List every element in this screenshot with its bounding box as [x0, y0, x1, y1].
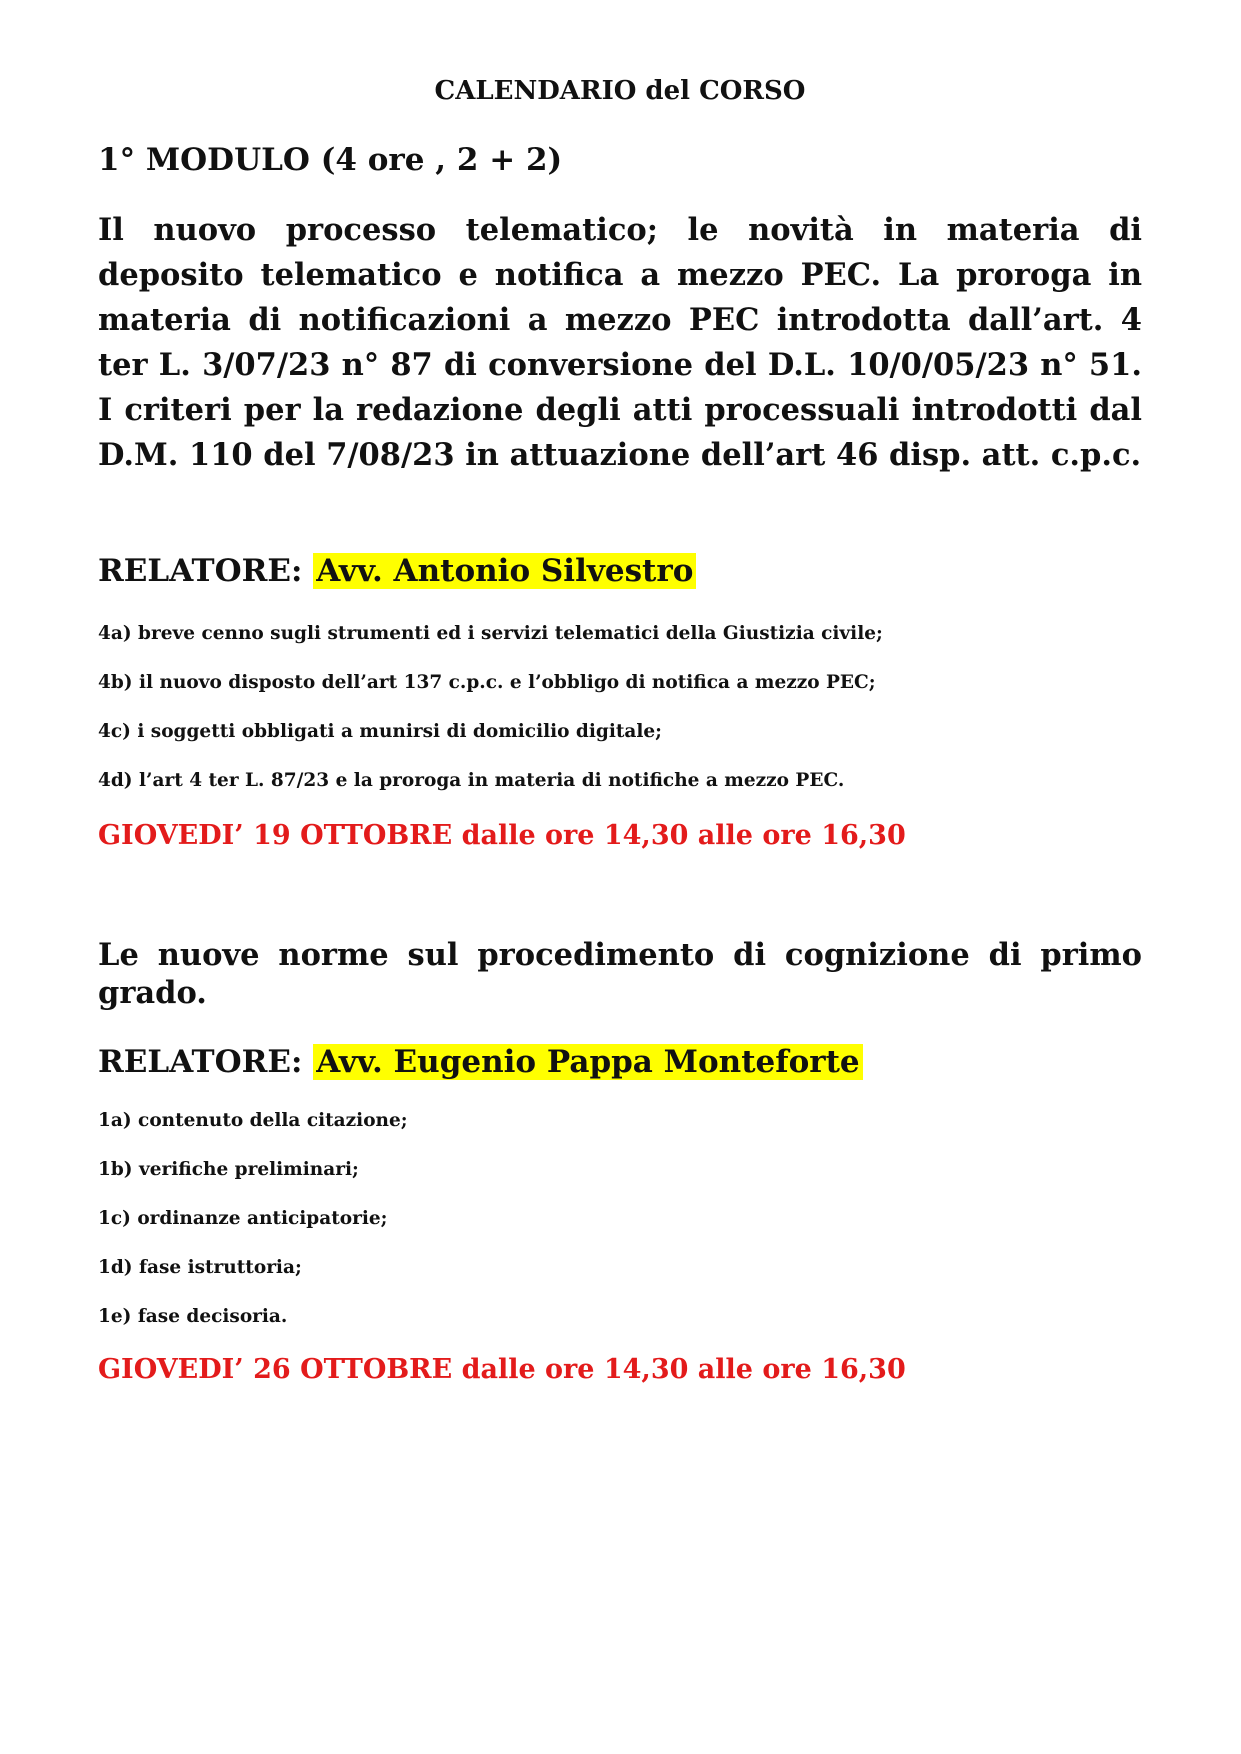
- section-2-item-list: [98, 1108, 408, 1353]
- relatore-name-highlight: Avv. Antonio Silvestro: [313, 553, 696, 589]
- section-1-topic: Il nuovo processo telematico; le novità in materia di deposito telematico e notifica a mezzo PEC. La proroga in materia di notificazioni a mezzo PEC introdotta dall’art. 4 ter L. 3/07/23 n° 87 di conversione del D.L. 10/0/05/23 n° 51. I criteri per la redazione degli atti processuali introdotti dal D.M. 110 del 7/08/23 in attuazione dell’art 46 disp. att. c.p.c.: [98, 212, 1142, 473]
- list-item: 1a) contenuto della citazione;: [98, 1110, 408, 1131]
- section-2-date: GIOVEDI’ 26 OTTOBRE dalle ore 14,30 alle ore 16,30: [98, 1354, 906, 1385]
- list-item: 1c) ordinanze anticipatorie;: [98, 1208, 388, 1229]
- list-item: 4d) l’art 4 ter L. 87/23 e la proroga in materia di notifiche a mezzo PEC.: [98, 770, 845, 791]
- section-1-item-list: [98, 621, 883, 817]
- relatore-label: RELATORE:: [98, 553, 303, 589]
- section-2-relatore: [98, 1042, 863, 1082]
- relatore-name-highlight: Avv. Eugenio Pappa Monteforte: [313, 1044, 862, 1080]
- section-2-topic: Le nuove norme sul procedimento di cognizione di primo grado.: [98, 937, 1142, 1011]
- list-item: 1e) fase decisoria.: [98, 1306, 288, 1327]
- list-item: 4a) breve cenno sugli strumenti ed i servizi telematici della Giustizia civile;: [98, 623, 883, 644]
- section-1-date: GIOVEDI’ 19 OTTOBRE dalle ore 14,30 alle ore 16,30: [98, 820, 906, 851]
- list-item: 1b) verifiche preliminari;: [98, 1159, 359, 1180]
- list-item: 4b) il nuovo disposto dell’art 137 c.p.c. e l’obbligo di notifica a mezzo PEC;: [98, 672, 876, 693]
- relatore-label: RELATORE:: [98, 1044, 303, 1080]
- document-title: CALENDARIO del CORSO: [434, 76, 806, 106]
- list-item: 1d) fase istruttoria;: [98, 1257, 302, 1278]
- list-item: 4c) i soggetti obbligati a munirsi di domicilio digitale;: [98, 721, 663, 742]
- module-heading: 1° MODULO (4 ore , 2 + 2): [98, 142, 563, 178]
- section-1-relatore: [98, 551, 696, 591]
